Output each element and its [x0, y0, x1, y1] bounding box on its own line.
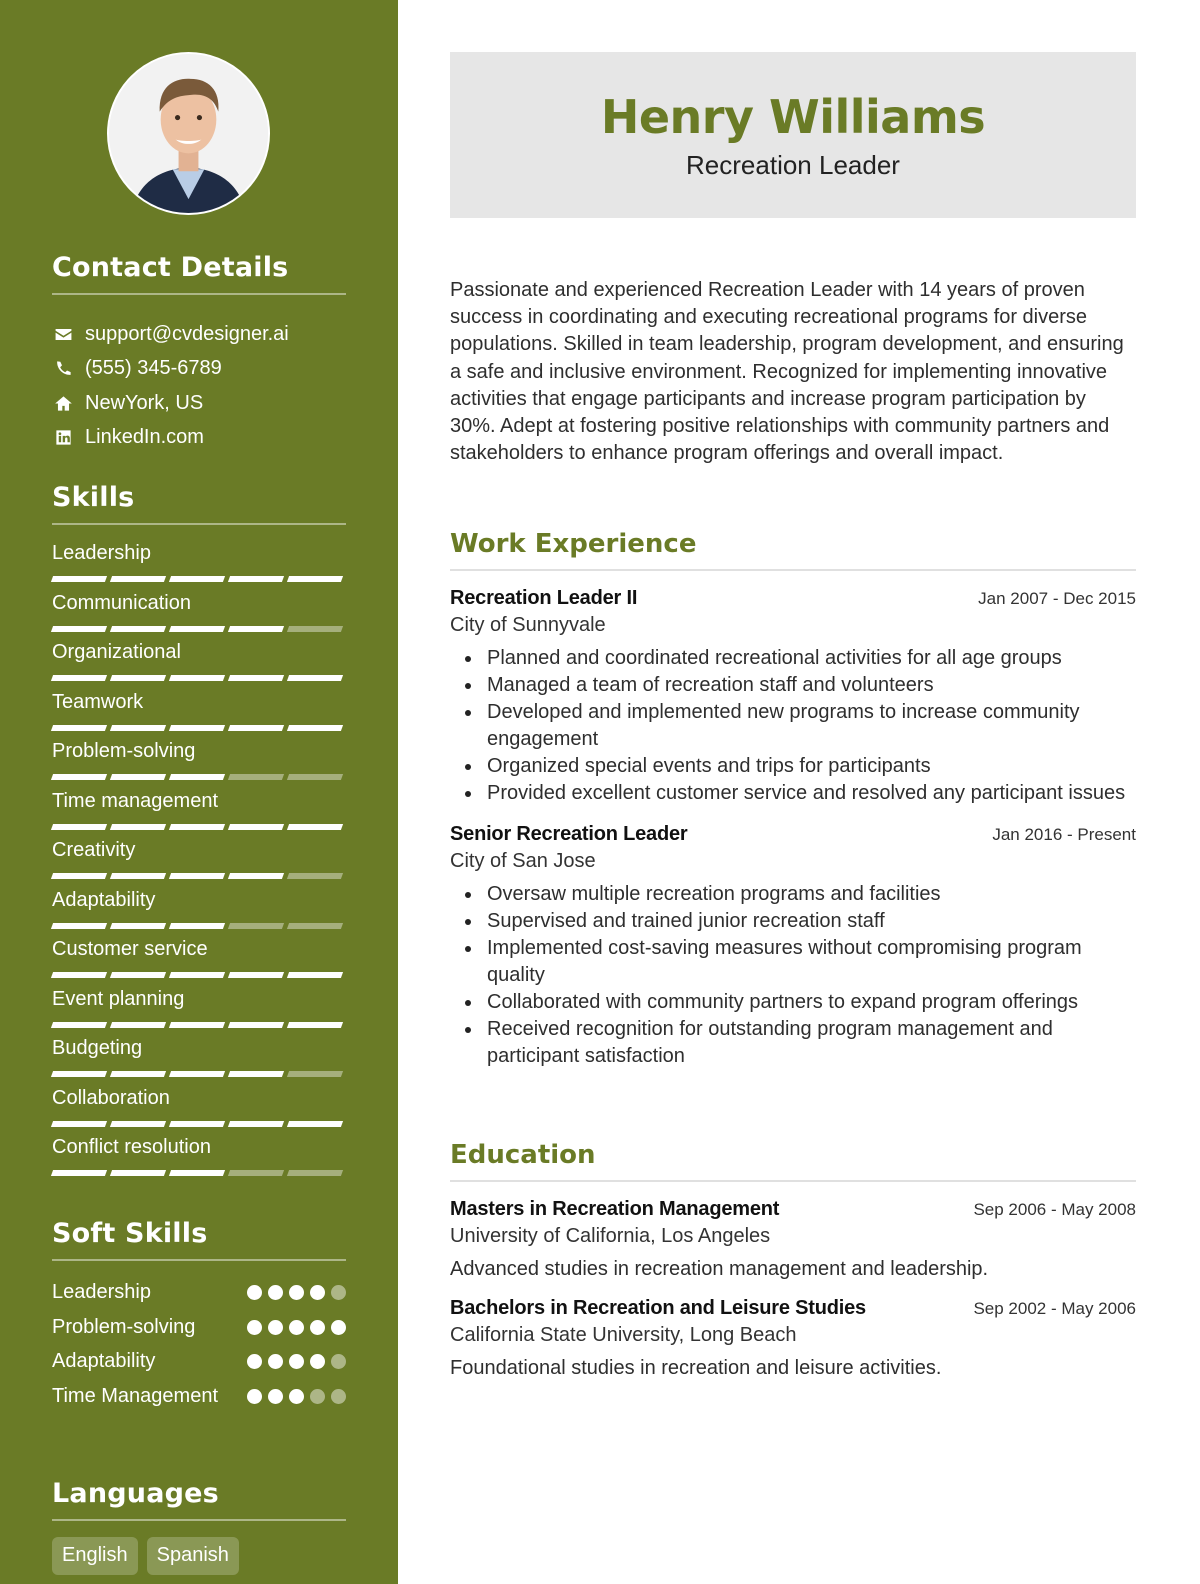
linkedin-icon	[52, 428, 74, 448]
education-description: Advanced studies in recreation management and leadership.	[450, 1258, 989, 1280]
job-bullets	[450, 881, 1136, 1070]
skill-level-segment	[169, 972, 225, 978]
skill-level-segment	[51, 1022, 107, 1028]
soft-skill-level-dot	[247, 1354, 262, 1369]
skill-level-segment	[228, 972, 284, 978]
avatar	[109, 54, 268, 213]
skill-level-segment	[51, 1071, 107, 1077]
soft-skill-name: Leadership	[52, 1281, 151, 1303]
soft-skill-level-dot	[310, 1285, 325, 1300]
skill-level-bars	[52, 923, 346, 929]
soft-skill-name: Problem-solving	[52, 1315, 196, 1338]
skill-level-segment	[287, 873, 343, 879]
skill-level-bars	[52, 1170, 346, 1176]
home-icon	[52, 393, 74, 413]
skill-level-bars	[52, 626, 346, 632]
skill-level-segment	[169, 1121, 225, 1127]
skill-item	[52, 1034, 346, 1084]
skill-level-segment	[110, 675, 166, 681]
soft-skills-title: Soft Skills	[52, 1218, 346, 1261]
skill-level-segment	[228, 1121, 284, 1127]
skill-level-segment	[169, 576, 225, 582]
skill-level-segment	[169, 1071, 225, 1077]
skill-item	[52, 737, 346, 787]
soft-skill-item	[52, 1383, 346, 1418]
contact-section	[52, 252, 346, 455]
skill-level-segment	[228, 873, 284, 879]
skill-level-segment	[287, 1170, 343, 1176]
contact-location-text: NewYork, US	[85, 391, 204, 414]
skill-item	[52, 589, 346, 639]
skill-level-bars	[52, 972, 346, 978]
skill-item	[52, 688, 346, 738]
skill-level-segment	[287, 725, 343, 731]
skill-level-segment	[110, 873, 166, 879]
education-school: University of California, Los Angeles	[450, 1225, 771, 1247]
skill-level-segment	[110, 972, 166, 978]
skill-level-segment	[51, 873, 107, 879]
job-bullet: Supervised and trained junior recreation staff	[450, 908, 1136, 935]
skill-level-bars	[52, 1121, 346, 1127]
soft-skill-level-dot	[268, 1285, 283, 1300]
languages-list	[52, 1537, 346, 1575]
skill-level-segment	[228, 1022, 284, 1028]
profile-photo	[107, 52, 270, 215]
skill-level-segment	[169, 824, 225, 830]
contact-linkedin	[52, 421, 346, 456]
skill-level-segment	[228, 1170, 284, 1176]
skill-level-bars	[52, 1022, 346, 1028]
contact-title: Contact Details	[52, 252, 346, 295]
skills-title: Skills	[52, 482, 346, 525]
soft-skill-level-dot	[331, 1389, 346, 1404]
education-dates: Sep 2002 - May 2006	[973, 1299, 1136, 1318]
skill-item	[52, 935, 346, 985]
job-bullet: Collaborated with community partners to expand program offerings	[450, 989, 1136, 1016]
skill-name: Creativity	[52, 839, 136, 861]
soft-skill-level-dot	[268, 1354, 283, 1369]
skill-item	[52, 1133, 346, 1183]
skill-item	[52, 638, 346, 688]
job-bullet: Organized special events and trips for participants	[450, 753, 1136, 780]
education-header	[450, 1198, 1136, 1221]
skills-section	[52, 482, 346, 1183]
soft-skill-level-dots	[247, 1320, 346, 1335]
soft-skill-level-dot	[289, 1320, 304, 1335]
skill-level-segment	[51, 972, 107, 978]
skill-level-segment	[228, 1071, 284, 1077]
skill-item	[52, 539, 346, 589]
soft-skill-level-dot	[268, 1389, 283, 1404]
soft-skills-section	[52, 1218, 346, 1417]
education-description: Foundational studies in recreation and leisure activities.	[450, 1357, 942, 1379]
skill-level-segment	[287, 972, 343, 978]
education-entry	[450, 1198, 1136, 1281]
job-dates: Jan 2016 - Present	[992, 825, 1136, 844]
soft-skill-item	[52, 1314, 346, 1349]
soft-skill-level-dot	[310, 1354, 325, 1369]
job-header	[450, 823, 1136, 846]
job-bullets	[450, 645, 1136, 807]
skill-level-segment	[287, 1022, 343, 1028]
skill-level-segment	[110, 774, 166, 780]
skill-name: Teamwork	[52, 690, 144, 713]
language-tag: Spanish	[147, 1537, 239, 1575]
skill-level-segment	[287, 774, 343, 780]
skill-level-segment	[110, 1170, 166, 1176]
skill-level-segment	[228, 576, 284, 582]
education-degree: Bachelors in Recreation and Leisure Studies	[450, 1297, 866, 1319]
language-tag: English	[52, 1537, 138, 1575]
candidate-name: Henry Williams	[600, 90, 986, 144]
skill-name: Customer service	[52, 938, 208, 960]
job-bullet: Planned and coordinated recreational activities for all age groups	[450, 645, 1136, 672]
skill-level-segment	[287, 626, 343, 632]
experience-section	[450, 529, 1136, 1070]
skill-level-segment	[287, 923, 343, 929]
skill-level-segment	[169, 1022, 225, 1028]
education-degree: Masters in Recreation Management	[450, 1198, 780, 1220]
job-bullet: Provided excellent customer service and resolved any participant issues	[450, 780, 1136, 807]
languages-title: Languages	[52, 1478, 346, 1521]
soft-skill-level-dots	[247, 1354, 346, 1369]
skill-name: Communication	[52, 591, 191, 614]
skill-level-segment	[110, 576, 166, 582]
soft-skill-level-dot	[310, 1389, 325, 1404]
skill-level-bars	[52, 873, 346, 879]
skill-level-segment	[228, 774, 284, 780]
soft-skill-level-dot	[268, 1320, 283, 1335]
skill-name: Problem-solving	[52, 740, 196, 762]
soft-skill-item	[52, 1348, 346, 1383]
skill-level-segment	[51, 923, 107, 929]
skill-level-segment	[110, 1022, 166, 1028]
skill-level-segment	[51, 1170, 107, 1176]
contact-phone	[52, 352, 346, 387]
skill-level-segment	[287, 1071, 343, 1077]
skill-level-segment	[169, 774, 225, 780]
skill-name: Budgeting	[52, 1037, 143, 1059]
skill-level-segment	[287, 675, 343, 681]
skill-level-bars	[52, 725, 346, 731]
soft-skill-level-dot	[310, 1320, 325, 1335]
education-list	[450, 1198, 1136, 1380]
soft-skill-name: Adaptability	[52, 1350, 156, 1372]
job-bullet: Implemented cost-saving measures without compromising program quality	[450, 935, 1136, 989]
envelope-icon	[52, 324, 74, 344]
skill-level-segment	[169, 725, 225, 731]
skill-level-segment	[51, 675, 107, 681]
skill-level-segment	[287, 576, 343, 582]
skill-level-segment	[51, 774, 107, 780]
skill-item	[52, 836, 346, 886]
soft-skill-level-dots	[247, 1285, 346, 1300]
skill-level-segment	[110, 1071, 166, 1077]
job-bullet: Developed and implemented new programs to increase community engagement	[450, 699, 1136, 753]
soft-skill-name: Time Management	[52, 1384, 218, 1407]
skill-level-bars	[52, 824, 346, 830]
education-section	[450, 1140, 1136, 1380]
skill-name: Time management	[52, 789, 218, 812]
education-header	[450, 1297, 1136, 1320]
skill-level-bars	[52, 675, 346, 681]
contact-email-text[interactable]: support@cvdesigner.ai	[85, 322, 289, 345]
soft-skill-level-dot	[247, 1320, 262, 1335]
contact-location	[52, 386, 346, 421]
skill-level-segment	[228, 725, 284, 731]
contact-linkedin-text[interactable]: LinkedIn.com	[85, 426, 204, 449]
skill-level-segment	[51, 725, 107, 731]
skills-list	[52, 539, 346, 1183]
experience-title: Work Experience	[450, 529, 1136, 571]
education-school: California State University, Long Beach	[450, 1324, 797, 1346]
skill-name: Event planning	[52, 987, 185, 1010]
skill-level-segment	[169, 1170, 225, 1176]
soft-skill-level-dot	[289, 1285, 304, 1300]
header	[450, 52, 1136, 218]
skill-name: Organizational	[52, 641, 181, 663]
soft-skill-level-dot	[247, 1389, 262, 1404]
soft-skill-level-dots	[247, 1389, 346, 1404]
skill-level-segment	[228, 923, 284, 929]
job-bullet: Oversaw multiple recreation programs and facilities	[450, 881, 1136, 908]
skill-level-bars	[52, 774, 346, 780]
sidebar	[0, 0, 398, 1584]
skill-name: Leadership	[52, 542, 151, 564]
skill-level-segment	[51, 1121, 107, 1127]
skill-level-segment	[169, 675, 225, 681]
skill-level-segment	[51, 576, 107, 582]
soft-skill-level-dot	[247, 1285, 262, 1300]
skill-name: Collaboration	[52, 1086, 170, 1109]
job-organization: City of San Jose	[450, 850, 596, 872]
summary-text: Passionate and experienced Recreation Leader with 14 years of proven success in coordinating and executing recreational programs for diverse populations. Skilled in team leadership, program development, and ensuring a safe and inclusive environment. Recognized for implementing innovative activities that engage participants and increase program participation by 30%. Adept at fostering positive relationships with community partners and stakeholders to enhance program offerings and overall impact.	[450, 279, 1124, 465]
job-list	[450, 587, 1136, 1070]
education-entry	[450, 1297, 1136, 1380]
skill-level-segment	[228, 824, 284, 830]
skill-item	[52, 985, 346, 1035]
skill-name: Conflict resolution	[52, 1136, 211, 1158]
job-entry	[450, 823, 1136, 1070]
skill-level-segment	[110, 923, 166, 929]
contact-email	[52, 317, 346, 352]
skill-item	[52, 787, 346, 837]
soft-skill-level-dot	[331, 1285, 346, 1300]
skill-level-segment	[228, 626, 284, 632]
skill-level-segment	[110, 725, 166, 731]
skill-level-segment	[169, 626, 225, 632]
soft-skills-list	[52, 1279, 346, 1417]
skill-level-bars	[52, 1071, 346, 1077]
contact-phone-text[interactable]: (555) 345-6789	[85, 357, 222, 380]
skill-name: Adaptability	[52, 888, 156, 911]
job-header	[450, 587, 1136, 610]
skill-level-segment	[169, 873, 225, 879]
job-title: Senior Recreation Leader	[450, 823, 688, 845]
job-entry	[450, 587, 1136, 807]
candidate-role: Recreation Leader	[686, 150, 900, 180]
skill-level-segment	[287, 1121, 343, 1127]
skill-level-segment	[110, 824, 166, 830]
soft-skill-item	[52, 1279, 346, 1314]
job-organization: City of Sunnyvale	[450, 614, 606, 636]
job-bullet: Managed a team of recreation staff and volunteers	[450, 672, 1136, 699]
education-title: Education	[450, 1140, 1136, 1182]
skill-level-segment	[110, 1121, 166, 1127]
soft-skill-level-dot	[331, 1320, 346, 1335]
skill-level-segment	[51, 824, 107, 830]
skill-level-segment	[169, 923, 225, 929]
phone-icon	[52, 359, 74, 379]
skill-level-segment	[287, 824, 343, 830]
job-bullet: Received recognition for outstanding program management and participant satisfaction	[450, 1016, 1136, 1070]
skill-level-bars	[52, 576, 346, 582]
skill-level-segment	[51, 626, 107, 632]
languages-section	[52, 1478, 346, 1575]
skill-item	[52, 886, 346, 936]
job-dates: Jan 2007 - Dec 2015	[978, 589, 1136, 608]
skill-item	[52, 1084, 346, 1134]
education-dates: Sep 2006 - May 2008	[973, 1200, 1136, 1219]
job-title: Recreation Leader II	[450, 587, 638, 609]
skill-level-segment	[110, 626, 166, 632]
soft-skill-level-dot	[289, 1389, 304, 1404]
soft-skill-level-dot	[289, 1354, 304, 1369]
skill-level-segment	[228, 675, 284, 681]
soft-skill-level-dot	[331, 1354, 346, 1369]
